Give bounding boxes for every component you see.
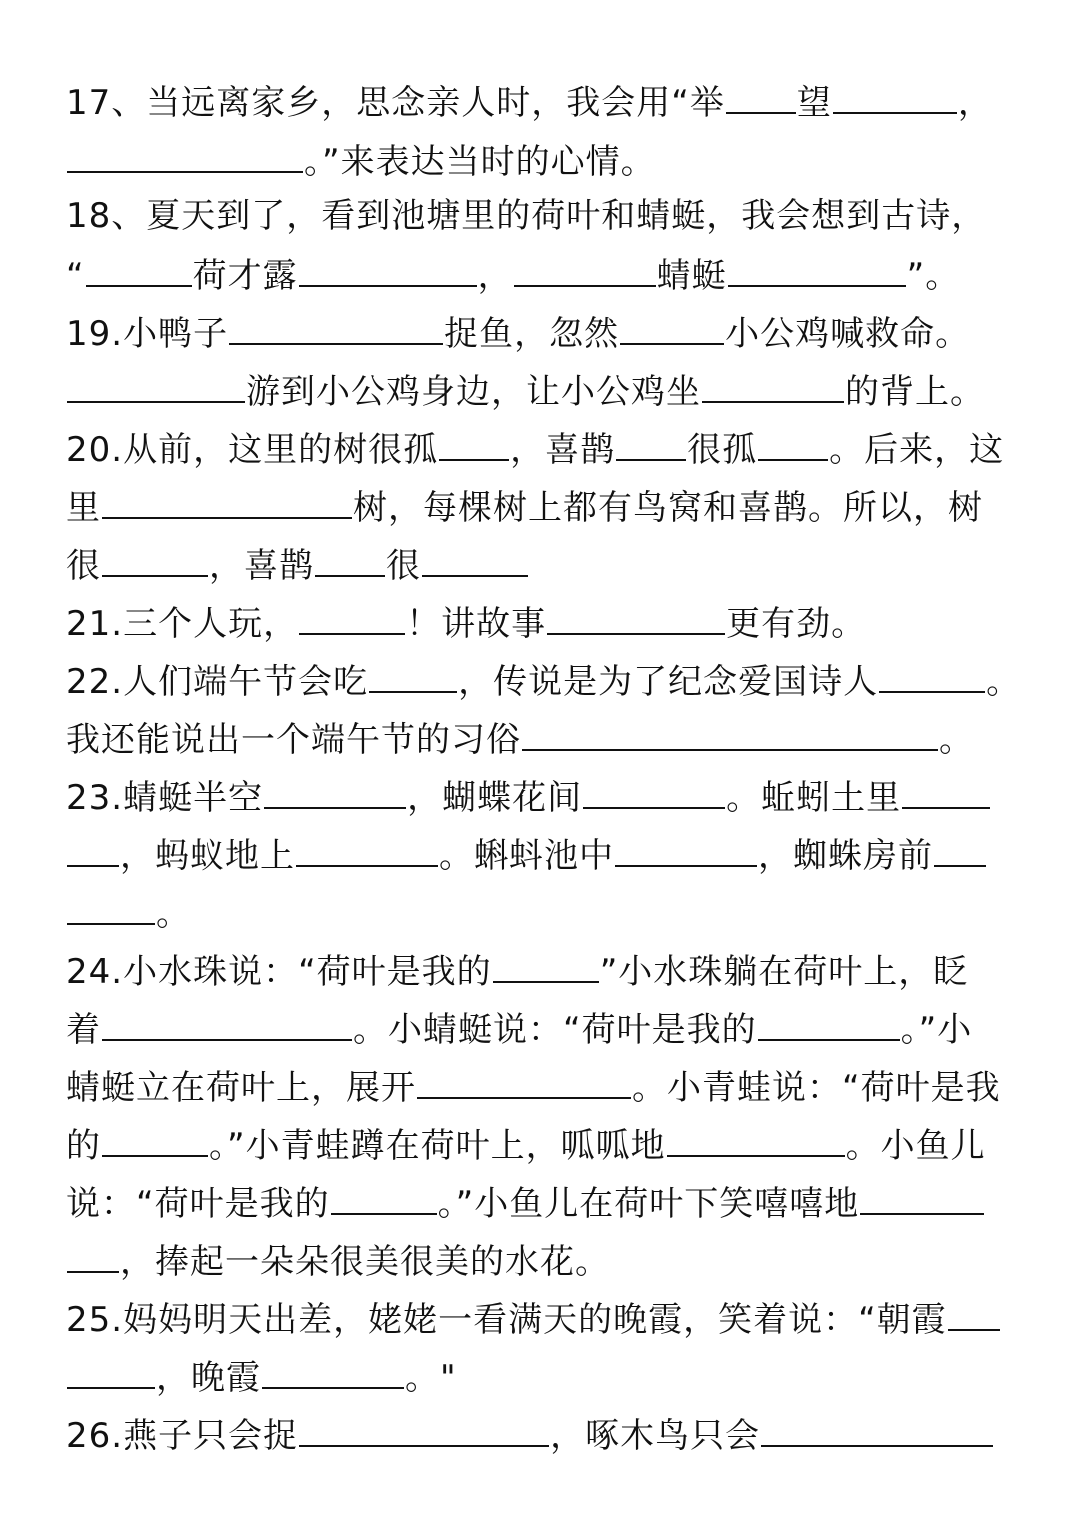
answer-blank[interactable] [934,835,986,867]
question-line [66,429,1004,469]
question-text: 里 [66,488,101,528]
question-line [66,141,656,181]
answer-blank[interactable] [299,603,405,635]
question-text: 的背上。 [845,372,985,412]
question-text: “ [66,256,85,296]
question-line [66,603,866,643]
answer-blank[interactable] [615,835,757,867]
question-line [66,951,968,991]
question-line [66,1357,457,1397]
answer-blank[interactable] [948,1299,1000,1331]
answer-blank[interactable] [369,661,457,693]
question-text: 。”小鱼儿在荷叶下笑嘻嘻地 [437,1184,860,1224]
answer-blank[interactable] [315,545,385,577]
answer-blank[interactable] [583,777,725,809]
question-text: ，喜鹊 [209,546,314,586]
question-text: ，蚂蚁地上 [120,836,295,876]
answer-blank[interactable] [728,255,906,287]
question-text: 18、夏天到了，看到池塘里的荷叶和蜻蜓，我会想到古诗， [66,196,987,236]
answer-blank[interactable] [296,835,438,867]
question-text: 小公鸡喊救命。 [725,314,971,354]
question-text: 。小蜻蜓说：“荷叶是我的 [353,1010,757,1050]
answer-blank[interactable] [67,1241,119,1273]
question-line [66,313,970,353]
question-text: ，喜鹊 [510,430,616,470]
question-line [66,1009,972,1049]
question-text: 25.妈妈明天出差，姥姥一看满天的晚霞，笑着说：“朝霞 [66,1300,947,1340]
question-line [66,1067,1001,1107]
question-text: ，蜘蛛房前 [758,836,933,876]
question-line [66,1125,986,1165]
question-text: 。" [405,1358,457,1398]
answer-blank[interactable] [299,255,477,287]
question-text: 荷才露 [192,256,298,296]
question-text: 20.从前，这里的树很孤 [66,430,439,470]
answer-blank[interactable] [422,545,528,577]
question-text: 。”小 [900,1010,973,1050]
answer-blank[interactable] [299,1415,549,1447]
answer-blank[interactable] [331,1183,437,1215]
answer-blank[interactable] [67,1357,155,1389]
question-text: ！讲故事 [406,604,547,644]
question-text: 21.三个人玩， [66,604,299,644]
question-line [66,196,986,236]
question-line [66,487,983,527]
question-text: 。蝌蚪池中 [439,836,614,876]
answer-blank[interactable] [902,777,990,809]
answer-blank[interactable] [102,545,208,577]
question-text: 蜻蜓立在荷叶上，展开 [66,1068,416,1108]
answer-blank[interactable] [102,1125,208,1157]
question-text: 。 [156,894,191,934]
answer-blank[interactable] [761,1415,993,1447]
question-text: 。”来表达当时的心情。 [304,142,656,182]
question-text: 我还能说出一个端午节的习俗 [66,720,521,760]
question-text: ，晚霞 [156,1358,261,1398]
question-text: 游到小公鸡身边，让小公鸡坐 [246,372,701,412]
answer-blank[interactable] [102,487,352,519]
question-text: 蜻蜓 [656,256,727,296]
answer-blank[interactable] [439,429,509,461]
question-text: 。后来，这 [829,430,1005,470]
answer-blank[interactable] [702,371,844,403]
answer-blank[interactable] [67,371,245,403]
answer-blank[interactable] [264,777,406,809]
answer-blank[interactable] [514,255,656,287]
question-line [66,1415,994,1455]
answer-blank[interactable] [667,1125,845,1157]
question-text: 17、当远离家乡，思念亲人时，我会用“举 [66,83,725,123]
question-line [66,893,191,933]
question-text: 很 [386,546,421,586]
question-text: 树，每棵树上都有鸟窝和喜鹊。所以，树 [353,488,983,528]
question-text: ， [477,256,513,296]
question-line [66,1241,610,1281]
question-text: ”小水珠躺在荷叶上，眨 [599,952,969,992]
question-line [66,82,993,122]
question-text: 。小青蛙说：“荷叶是我 [632,1068,1001,1108]
answer-blank[interactable] [86,255,192,287]
answer-blank[interactable] [493,951,599,983]
question-text: 说：“荷叶是我的 [66,1184,330,1224]
question-text: 。”小青蛙蹲在荷叶上，呱呱地 [209,1126,666,1166]
answer-blank[interactable] [620,313,724,345]
answer-blank[interactable] [417,1067,631,1099]
question-text: 。 [986,662,1022,702]
question-text: 。蚯蚓土里 [726,778,902,818]
answer-blank[interactable] [262,1357,404,1389]
question-line [66,661,1021,701]
question-line [66,777,991,817]
answer-blank[interactable] [547,603,725,635]
question-text: 19.小鸭子 [66,314,229,354]
question-line [66,1183,985,1223]
question-line [66,371,985,411]
answer-blank[interactable] [102,1009,352,1041]
question-text: 。小鱼儿 [845,1126,986,1166]
question-line [66,255,960,295]
question-line [66,719,974,759]
answer-blank[interactable] [758,429,828,461]
question-text: 很孤 [687,430,758,470]
question-text: 23.蜻蜓半空 [66,778,264,818]
question-text: 24.小水珠说：“荷叶是我的 [66,952,492,992]
answer-blank[interactable] [879,661,985,693]
question-text: 很 [66,546,101,586]
answer-blank[interactable] [67,893,155,925]
question-text: ，啄木鸟只会 [550,1416,761,1456]
question-text: 的 [66,1126,101,1166]
answer-blank[interactable] [616,429,686,461]
question-text: ， [957,83,993,123]
question-line [66,835,987,875]
answer-blank[interactable] [726,82,796,114]
question-text: ”。 [906,256,961,296]
question-line [66,545,529,585]
answer-blank[interactable] [67,835,119,867]
question-text: ，蝴蝶花间 [407,778,583,818]
question-text: 捉鱼，忽然 [444,314,620,354]
question-line [66,1299,1001,1339]
question-text: 着 [66,1010,101,1050]
answer-blank[interactable] [522,719,938,751]
question-text: ，捧起一朵朵很美很美的水花。 [120,1242,610,1282]
question-text: 更有劲。 [726,604,867,644]
question-text: 22.人们端午节会吃 [66,662,369,702]
answer-blank[interactable] [833,82,957,114]
answer-blank[interactable] [229,313,443,345]
question-text: 26.燕子只会捉 [66,1416,299,1456]
question-text: 。 [939,720,974,760]
question-text: ，传说是为了纪念爱国诗人 [458,662,879,702]
answer-blank[interactable] [758,1009,900,1041]
answer-blank[interactable] [860,1183,984,1215]
question-text: 望 [796,83,832,123]
answer-blank[interactable] [67,141,303,173]
